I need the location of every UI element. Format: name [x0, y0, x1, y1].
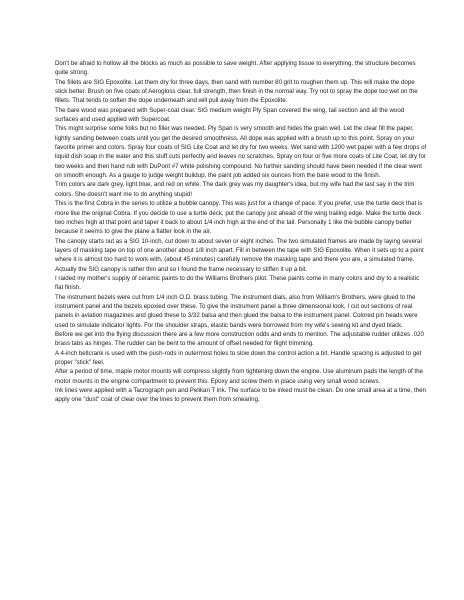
paragraph-ceramic-paints: I raided my mother's supply of ceramic paints to do the Williams Brothers pilot. These paints come in many colors and dry to a realistic flat finish. — [55, 274, 420, 292]
paragraph-instrument-bezels: The instrument bezels were cut from 1/4 inch O.D. brass tubing. The instrument dials, also from William's Brothers, were glued to the instrument panel and the bezels epoxied over these. To give the instrument panel a three dimensional look, I cut out sections of real panels in aviation magazines and glued these to 3/32 balsa and then glued the balsa to the instrument panel. Colored pin heads were used to simulate indicator lights. For the shoulder straps, elastic bands were borrowed from my wife's sewing kit and dyed black. — [55, 293, 418, 329]
paragraph-canopy-frames: The canopy starts out as a SIG 10-inch, cut down to about seven or eight inches. The two simulated frames are made by laying several layers of masking tape on top of one another about 1/8 inch apart. Fill in between the tape with SIG Epoxolite. When it sets up to a point where it is almost too hard to work with, (about 45 minutes) carefully remove the masking tape and there you are, a simulated frame. Actually the SIG canopy is rather thin and so I found the frame necessary to stiffen it up a bit. — [55, 237, 424, 273]
paragraph-hollow-blocks: Don't be afraid to hollow all the blocks as much as possible to save weight. After applying tissue to everything, the structure becomes quite strong. — [55, 60, 416, 77]
paragraph-bare-wood: The bare wood was prepared with Super-coat clear. SIG medium weight Ply Span covered the wing, tail section and all the wood surfaces and used applied with Supercoat. — [55, 106, 405, 124]
paragraph-trim-colors: Trim colors are dark grey, light blue, and red on white. The dark grey was my daughter's idea, but my wife had the last say in the trim colors. She doesn't want me to do anything stupid! — [55, 181, 415, 198]
paragraph-bellcrank: A 4-inch bellcrank is used with the push-rods in outermost holes to slow down the control action a bit. Handle spacing is adjusted to get proper "stick" feel. — [55, 349, 422, 366]
paragraph-ink-lines: Ink lines were applied with a Tacrograph pen and Pelikan T ink. The surface to be inked must be clean. Do one small area at a time, then apply one "dust" coat of clear over the lines to prevent them from smearing. — [55, 387, 426, 404]
paragraph-bubble-canopy: This is the first Cobra in the series to utilize a bubble canopy. This was just for a change of pace. If you prefer, use the turtle deck that is more like the original Cobra. If you decide to use a turtle deck, put the canopy just ahead of the wing trailing edge. Make the turtle deck two inches high at that point and taper it back to about 1/4 inch high at the end of the tail. Personally 1 like the bubble canopy better because it seems to give the plane a flatter look in the air. — [55, 200, 423, 236]
paragraph-fillets: The fillets are SIG Epoxolite. Let them dry for three days, then sand with number 80 grit to roughen them up. This will make the dope stick better. Brush on five coats of Aerogloss clear, full strength, then finish in the normal way. Try not to spray the dope too wet on the fillets. That tends to soften the dope underneath and will pull away from the Epoxolite. — [55, 78, 418, 105]
paragraph-no-filler: This might surprise some folks but no filler was needed. Ply Span is very smooth and hides the grain well. Let the clear fill the paper, lightly sanding between coats until you get the desired smoothness. All dope was applied with a brush up to this point. Spray on your favorite primer and colors. Spray four coats of SIG Lite Coat and let dry for two weeks. Wet sand with 1200 wet paper with a few drops of liquid dish soap in the water and this stuff cuts perfectly and leaves no scratches. Spray on four or five more coats of Lite Coat, let dry for two weeks and then hand rub with DuPont #7 white polishing compound. No further sanding should have been needed if the clear went on smooth enough. As a gauge to judge weight buildup, the paint job added six ounces from the bare wood to the finish. — [55, 125, 427, 180]
paragraph-motor-mounts: After a period of time, maple motor mounts will compress slightly from tightening down the engine. Use aluminum pads the length of the motor mounts in the engine compartment to prevent this. Epoxy and screw them in place using very small wood screws. — [55, 368, 423, 385]
paragraph-rudder: Before we get into the flying discussion there are a few more construction odds and ends to mention. The adjustable rudder utilizes .020 brass tabs as hinges. The rudder can be bent to the amount of offset needed for flight trimming. — [55, 330, 424, 348]
document-body — [55, 59, 427, 405]
